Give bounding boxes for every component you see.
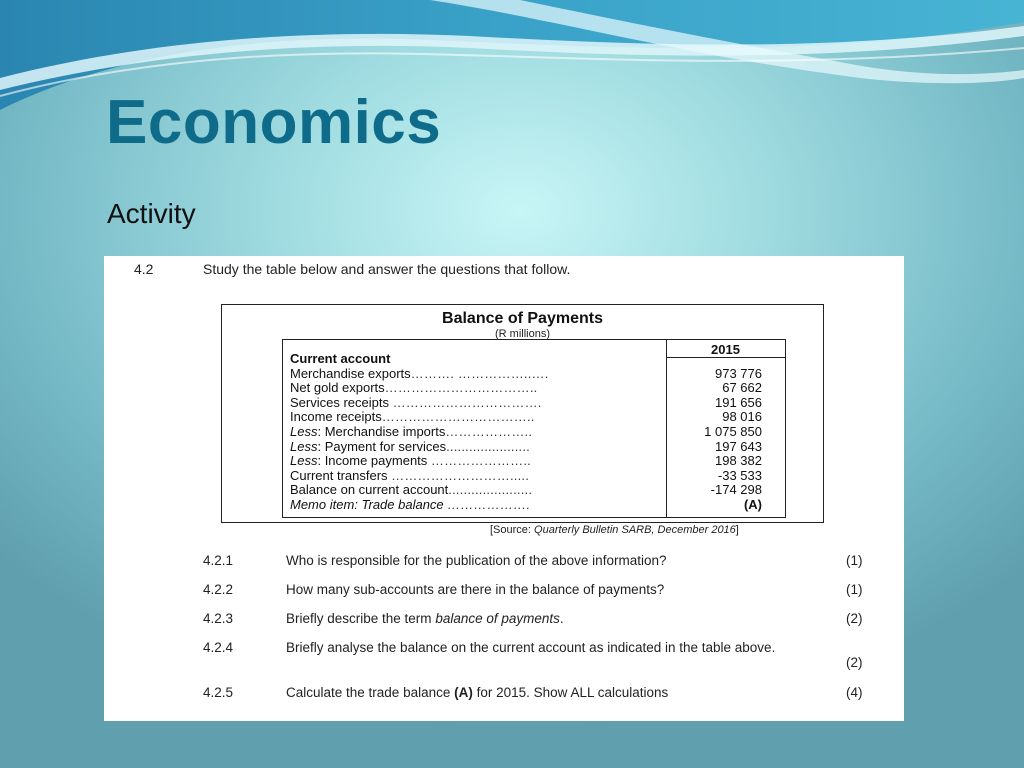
sub-question-text: Briefly describe the term balance of payments. [286,611,564,626]
slide-subtitle: Activity [107,198,196,229]
question-document [104,256,904,721]
sub-question-number: 4.2.5 [203,685,234,700]
sub-question-marks: (2) [846,611,863,626]
row-label: Current transfers ………………………..... [290,467,530,483]
sub-question-number: 4.2.2 [203,582,234,597]
sub-question-text: How many sub-accounts are there in the balance of payments? [286,582,665,597]
sub-question-text: Briefly analyse the balance on the current account as indicated in the table above. [286,640,776,655]
sub-question-text: Who is responsible for the publication of the above information? [286,553,667,568]
balance-of-payments-box [221,304,824,523]
sub-question-marks: (1) [846,582,863,597]
source-citation: [Source: Quarterly Bulletin SARB, December 2016] [490,524,739,536]
table-row-heading [283,352,785,367]
table-row [283,483,785,498]
question-number: 4.2 [134,261,154,277]
sub-question-number: 4.2.1 [203,553,234,568]
table-unit: (R millions) [495,328,550,340]
row-label: Merchandise exports………. ……………..…. [290,365,549,381]
table-row [283,410,785,425]
row-value: 191 656 [715,394,762,410]
table-row [283,425,785,440]
row-value: 98 016 [722,409,762,425]
section-heading: Current account [290,351,391,366]
slide-title: Economics [106,88,442,157]
balance-of-payments-table [282,339,786,518]
sub-question-number: 4.2.4 [203,640,234,655]
row-value: 198 382 [715,453,762,469]
table-row [283,440,785,455]
question-intro: Study the table below and answer the questions that follow. [203,261,571,277]
sub-question-marks: (1) [846,553,863,568]
row-value: (A) [743,497,762,512]
year-header: 2015 [711,342,740,357]
table-row [283,367,785,382]
row-label: Net gold exports…………………………….. [290,380,538,396]
row-label: Less: Merchandise imports……………….. [290,424,533,439]
table-row [283,381,785,396]
row-label: Income receipts…………………………….. [290,409,535,425]
row-value: 973 776 [715,365,762,381]
row-value: -33 533 [717,467,762,483]
row-value: 197 643 [715,438,762,454]
row-value: -174 298 [710,482,762,498]
row-label: Services receipts ……………………………. [290,394,542,410]
row-value: 67 662 [722,380,762,396]
table-row [283,454,785,469]
row-value: 1 075 850 [704,424,762,439]
sub-question-marks: (4) [846,685,863,700]
row-label: Less: Payment for services...................... [290,438,530,454]
row-label: Balance on current account...................... [290,482,533,498]
sub-question-number: 4.2.3 [203,611,234,626]
sub-question-text: Calculate the trade balance (A) for 2015. Show ALL calculations [286,685,669,700]
table-row-memo [283,498,785,513]
table-row [283,469,785,484]
row-label: Memo item: Trade balance ………………. [290,497,531,512]
table-title: Balance of Payments [442,310,603,327]
row-label: Less: Income payments ………………….. [290,453,531,469]
table-row [283,396,785,411]
sub-question-marks: (2) [846,655,863,670]
